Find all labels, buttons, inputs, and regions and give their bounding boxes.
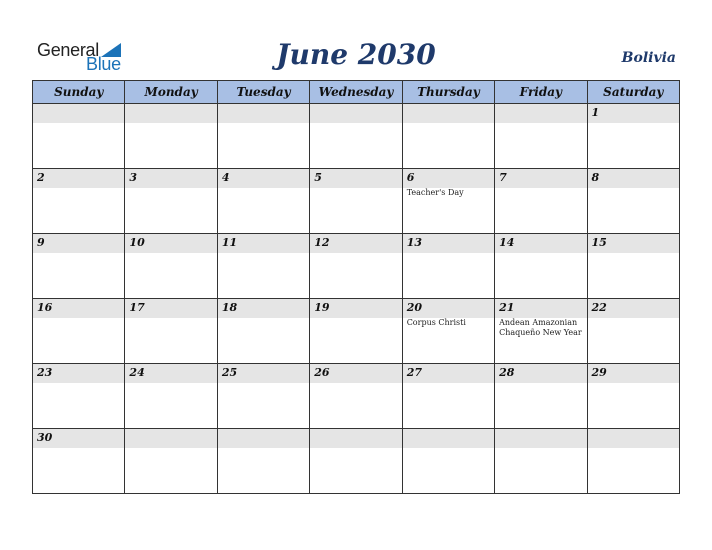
day-cell [125,169,217,233]
day-cell [125,364,217,428]
day-number: 24 [129,366,145,379]
day-cell [33,104,125,168]
day-number: 10 [129,236,145,249]
day-number: 11 [221,236,238,249]
day-number: 15 [591,236,607,249]
logo-general-text: General [37,40,99,60]
week-row [33,234,679,299]
day-cell [218,104,310,168]
country-label: Bolivia [621,50,676,66]
week-row [33,364,679,429]
day-cell [495,104,587,168]
weekday-header: Saturday [603,85,664,99]
day-number-bar [125,169,216,188]
day-cell [495,364,587,428]
day-number: 26 [314,366,330,379]
day-number: 13 [406,236,422,249]
weekday-header: Wednesday [310,81,402,103]
day-number: 17 [129,301,145,314]
day-number-bar [33,104,124,123]
day-cell [588,104,679,168]
day-cell [588,429,679,493]
day-number: 4 [221,171,230,184]
weekday-header: Sunday [33,81,125,103]
day-number: 23 [37,366,53,379]
day-number: 1 [591,106,600,119]
day-number-bar [218,104,309,123]
day-number-bar [588,104,679,123]
day-number: 19 [314,301,330,314]
week-row [33,429,679,493]
day-cell [588,234,679,298]
day-cell [310,299,402,363]
day-cell [218,234,310,298]
day-cell [403,169,495,233]
day-number: 12 [314,236,330,249]
day-number-bar [588,169,679,188]
day-cell [588,364,679,428]
day-number: 5 [314,171,322,184]
day-cell [403,364,495,428]
day-number: 22 [591,301,607,314]
day-number: 8 [591,171,600,184]
week-row [33,169,679,234]
day-cell [495,299,587,363]
week-row [33,104,679,169]
day-number-bar [403,104,494,123]
day-cell [310,104,402,168]
day-cell [33,299,125,363]
day-cell [310,169,402,233]
day-number-bar [218,169,309,188]
day-number-bar [125,429,216,448]
day-number: 30 [37,431,53,444]
logo-blue-text: Blue [86,54,121,74]
day-cell [588,169,679,233]
holiday-label: Teacher's Day [406,188,464,197]
day-cell [125,104,217,168]
day-number-bar [588,429,679,448]
calendar-grid [32,80,680,494]
day-number-bar [495,429,586,448]
day-number: 9 [37,236,45,249]
day-number: 27 [406,366,422,379]
day-cell [218,364,310,428]
day-number: 29 [591,366,607,379]
day-number-bar [403,169,494,188]
day-cell [125,234,217,298]
weekday-header: Monday [125,81,217,103]
weekday-header: Tuesday [218,81,310,103]
day-cell [33,429,125,493]
holiday-label: Corpus Christi [406,318,466,327]
day-number-bar [33,234,124,253]
weekday-header: Friday [495,81,587,103]
day-cell [495,169,587,233]
calendar-title: June 2030 [276,38,436,71]
day-number-bar [218,429,309,448]
day-cell [310,429,402,493]
day-number: 2 [37,171,45,184]
day-cell [125,429,217,493]
day-number-bar [495,169,586,188]
day-number: 6 [406,171,415,184]
day-number: 21 [499,301,515,314]
day-cell [33,169,125,233]
weeks-container [33,104,679,493]
day-number-bar [310,169,401,188]
day-cell [588,299,679,363]
holiday-label: Andean Amazonian Chaqueño New Year [499,318,582,337]
day-number: 3 [129,171,138,184]
day-cell [310,234,402,298]
day-cell [403,104,495,168]
day-cell [310,364,402,428]
day-cell [403,429,495,493]
day-number: 20 [406,301,422,314]
day-number: 7 [499,171,507,184]
day-number: 14 [499,236,515,249]
day-cell [33,234,125,298]
generalblue-logo [37,40,137,74]
day-number: 25 [221,366,238,379]
day-number-bar [125,104,216,123]
day-cell [403,234,495,298]
day-cell [495,234,587,298]
day-number-bar [403,429,494,448]
day-cell [495,429,587,493]
day-cell [125,299,217,363]
day-number-bar [33,169,124,188]
day-cell [218,169,310,233]
day-number: 16 [37,301,53,314]
day-cell [33,364,125,428]
week-row [33,299,679,364]
day-cell [403,299,495,363]
weekday-header: Thursday [403,81,495,103]
day-number-bar [310,104,401,123]
day-number-bar [495,104,586,123]
weekday-header-row [33,81,679,104]
day-number: 28 [499,366,515,379]
day-cell [218,299,310,363]
day-number: 18 [221,301,238,314]
day-cell [218,429,310,493]
day-number-bar [310,429,401,448]
